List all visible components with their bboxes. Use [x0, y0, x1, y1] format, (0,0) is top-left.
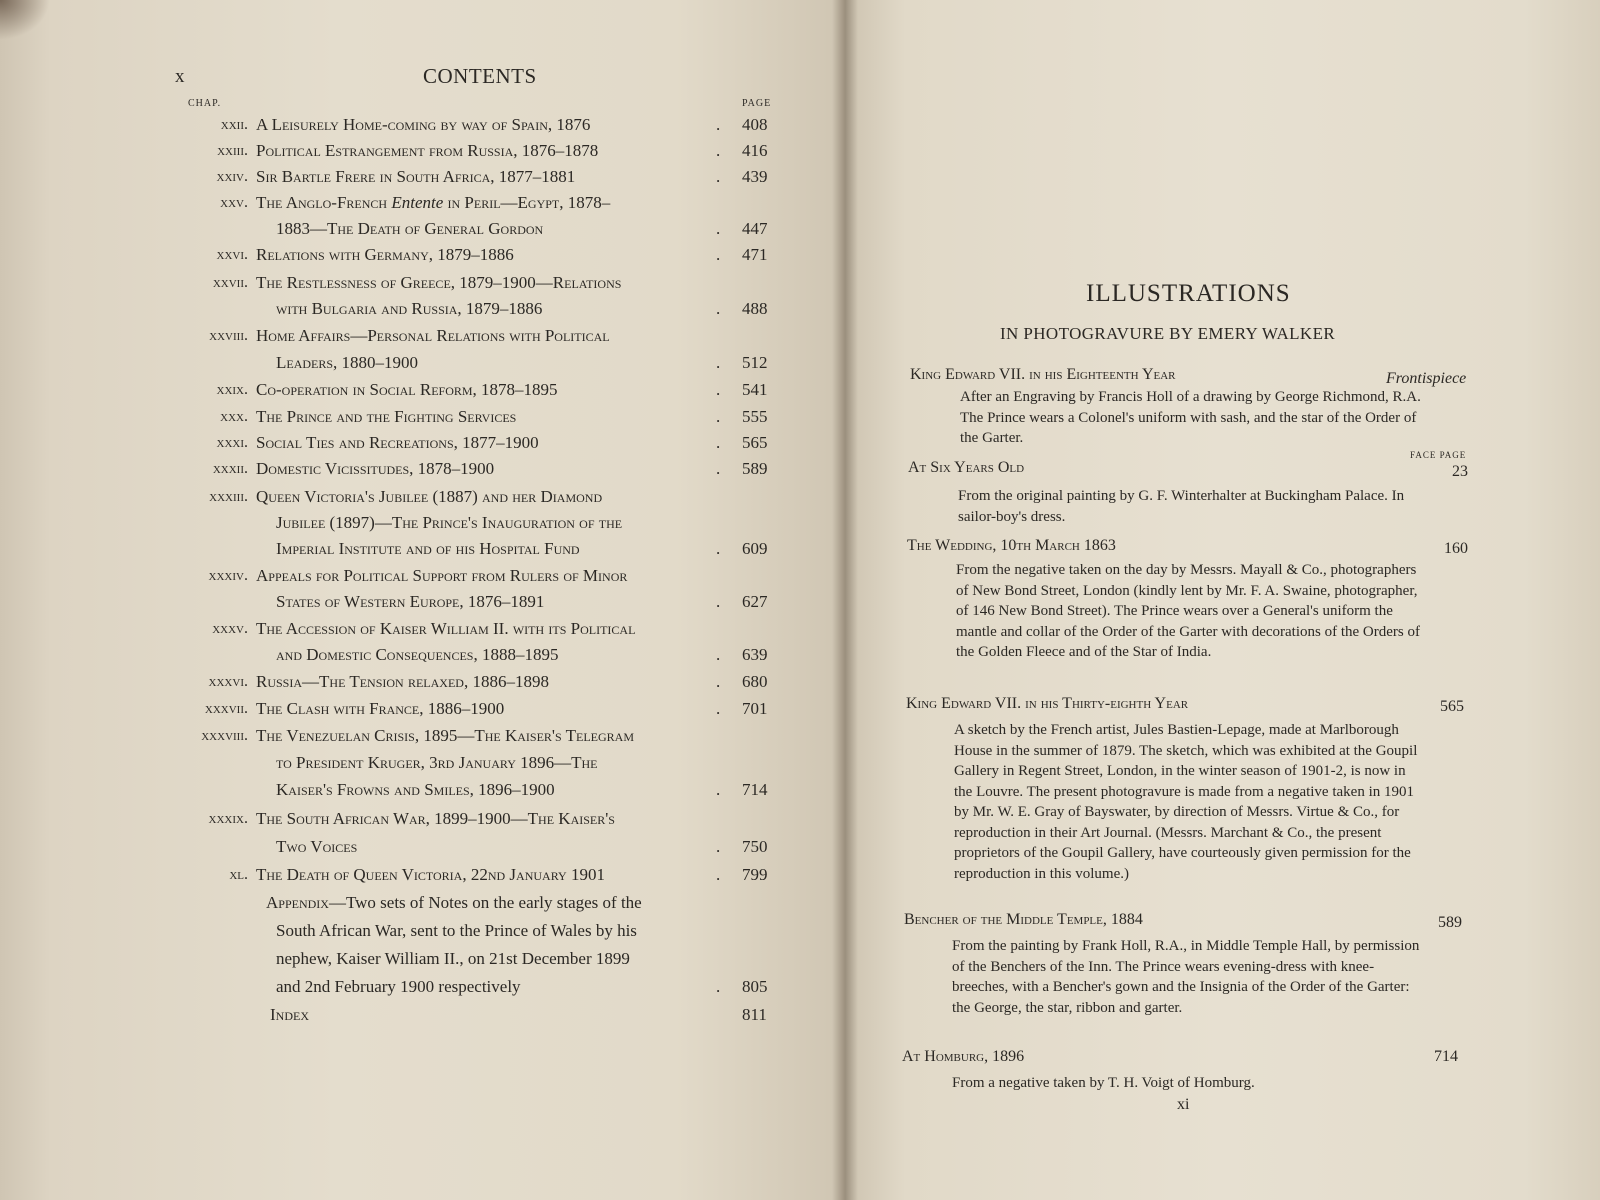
appendix-label: Appendix — [266, 893, 329, 912]
chapter-page: 541 — [742, 380, 768, 399]
chapter-number: xxix. — [216, 381, 248, 398]
chapter-title: Political Estrangement from Russia, 1876–1878 — [256, 141, 599, 160]
chapter-title: The Prince and the Fighting Services — [256, 407, 517, 426]
toc-entry-continued: Kaiser's Frowns and Smiles, 1896–1900 . 714 — [160, 777, 800, 803]
toc-entry-continued: Two Voices . 750 — [160, 834, 800, 860]
page-number-right: xi — [1177, 1096, 1190, 1113]
illustration-heading: The Wedding, 10th March 1863 — [907, 537, 1116, 554]
chapter-page: 750 — [742, 837, 768, 856]
index-label: Index — [270, 1005, 309, 1024]
toc-entry-continued: Imperial Institute and of his Hospital Fund . 609 — [160, 536, 800, 562]
chapter-page: 488 — [742, 299, 768, 318]
chapter-page: 609 — [742, 539, 768, 558]
chapter-page: 471 — [742, 245, 768, 264]
chapter-title: The Death of Queen Victoria, 22nd January 1901 — [256, 865, 605, 884]
chapter-number: xxvi. — [216, 246, 248, 263]
toc-entry-continued — [160, 510, 800, 536]
toc-entry-continued: States of Western Europe, 1876–1891 . 627 — [160, 589, 800, 615]
chapter-number: xxxix. — [208, 810, 248, 827]
chapter-number: xxxvi. — [208, 673, 248, 690]
chapter-number: xxiii. — [217, 142, 248, 159]
appendix-page: 805 — [742, 977, 768, 996]
illustration-page: Frontispiece — [1386, 370, 1467, 387]
chapter-title: A Leisurely Home-coming by way of Spain, 1876 — [256, 115, 591, 134]
illustration-description: A sketch by the French artist, Jules Bastien-Lepage, made at Marlborough House in the summer of 1879. The sketch, which was exhibited at the Goupil Gallery in Regent Street, London, in the winter season of 1901-2, is now in the Louvre. The present photogravure is made from a negative taken in 1901 by Mr. W. E. Gray of Bayswater, by direction of Messrs. Virtue & Co., for reproduction in their Art Journal. (Messrs. Marchant & Co., the present proprietors of the Goupil Gallery, have courteously given permission for the reproduction in this volume.) — [954, 722, 1418, 882]
chapter-title-continued: Jubilee (1897)—The Prince's Inauguration of the — [276, 513, 623, 532]
chapter-number: xxvii. — [212, 274, 248, 291]
chap-column-label: CHAP. — [188, 98, 222, 109]
chapter-number: xxxvii. — [204, 700, 248, 717]
chapter-title: Social Ties and Recreations, 1877–1900 — [256, 433, 539, 452]
chapter-title-continued: States of Western Europe, 1876–1891 — [276, 592, 545, 611]
chapter-title: The Venezuelan Crisis, 1895—The Kaiser's Telegram — [256, 726, 634, 745]
chapter-number: xxv. — [220, 194, 248, 211]
contents-running-head — [175, 64, 775, 94]
appendix-line: —Two sets of Notes on the early stages of the — [328, 893, 642, 912]
chapter-page: 439 — [742, 167, 768, 186]
contents-title: CONTENTS — [423, 64, 537, 88]
toc-entry: xxiii. Political Estrangement from Russia, 1876–1878 . 416 — [160, 138, 800, 164]
chapter-title: Home Affairs—Personal Relations with Political — [256, 326, 610, 345]
illustrations-subtitle: IN PHOTOGRAVURE BY EMERY WALKER — [1000, 324, 1336, 343]
appendix-line: and 2nd February 1900 respectively — [276, 977, 521, 996]
chapter-page: 416 — [742, 141, 768, 160]
page-corner-shadow — [0, 0, 50, 40]
toc-entry — [160, 190, 800, 216]
toc-entry: xl. The Death of Queen Victoria, 22nd January 1901 . 799 — [160, 862, 800, 888]
toc-appendix-continued: and 2nd February 1900 respectively . 805 — [160, 974, 800, 1000]
chapter-title-continued: to President Kruger, 3rd January 1896—The — [276, 753, 598, 772]
chapter-title-continued: Imperial Institute and of his Hospital Fund — [276, 539, 580, 558]
illustration-page: 714 — [1434, 1048, 1458, 1065]
chapter-page: 639 — [742, 645, 768, 664]
chapter-page: 680 — [742, 672, 768, 691]
chapter-number: xxxv. — [212, 620, 248, 637]
toc-entry — [160, 806, 800, 832]
chapter-title-continued: and Domestic Consequences, 1888–1895 — [276, 645, 559, 664]
chapter-number: xxii. — [220, 116, 248, 133]
appendix-line: South African War, sent to the Prince of Wales by his — [276, 921, 637, 940]
illustration-heading: King Edward VII. in his Thirty-eighth Year — [906, 695, 1189, 712]
chapter-title: Domestic Vicissitudes, 1878–1900 — [256, 459, 495, 478]
chapter-title: Sir Bartle Frere in South Africa, 1877–1881 — [256, 167, 576, 186]
illustration-heading: At Six Years Old — [908, 459, 1025, 476]
chapter-page: 701 — [742, 699, 768, 718]
chapter-title-continued: with Bulgaria and Russia, 1879–1886 — [276, 299, 543, 318]
toc-entry: xxiv. Sir Bartle Frere in South Africa, 1877–1881 . 439 — [160, 164, 800, 190]
illustration-page: 23 — [1452, 463, 1468, 480]
chapter-title-continued: Kaiser's Frowns and Smiles, 1896–1900 — [276, 780, 555, 799]
appendix-line: nephew, Kaiser William II., on 21st December 1899 — [276, 949, 630, 968]
chapter-title: The Anglo-French Entente in Peril—Egypt, 1878– — [256, 193, 611, 212]
toc-appendix — [160, 890, 800, 916]
chapter-number: xxxiv. — [208, 567, 248, 584]
toc-entry: xxxvi. Russia—The Tension relaxed, 1886–1898 . 680 — [160, 669, 800, 695]
chapter-number: xxviii. — [209, 327, 248, 344]
illustration-description: From the painting by Frank Holl, R.A., in Middle Temple Hall, by permission of the Benchers of the Inn. The Prince wears evening-dress with knee-breeches, with a Bencher's gown and the Insignia of the Order of the Garter: the George, the star, ribbon and garter. — [952, 938, 1420, 1016]
illustration-page: 589 — [1438, 914, 1462, 931]
illustration-description: From a negative taken by T. H. Voigt of Homburg. — [952, 1075, 1255, 1091]
chapter-title-continued: Leaders, 1880–1900 — [276, 353, 419, 372]
illustration-page: 565 — [1440, 698, 1464, 715]
chapter-title: Russia—The Tension relaxed, 1886–1898 — [256, 672, 549, 691]
toc-entry — [160, 323, 800, 349]
chapter-number: xxx. — [220, 408, 248, 425]
page-number-left: x — [175, 66, 185, 87]
chapter-title-continued: Two Voices — [276, 837, 358, 856]
chapter-title: Relations with Germany, 1879–1886 — [256, 245, 514, 264]
chapter-title: The South African War, 1899–1900—The Kaiser's — [256, 809, 615, 828]
face-page-label: FACE PAGE — [1410, 450, 1467, 460]
chapter-page: 589 — [742, 459, 768, 478]
toc-entry — [160, 270, 800, 296]
chapter-page: 555 — [742, 407, 768, 426]
book-gutter — [832, 0, 858, 1200]
chapter-page: 799 — [742, 865, 768, 884]
chapter-title: Appeals for Political Support from Rulers of Minor — [256, 566, 628, 585]
chapter-title: The Clash with France, 1886–1900 — [256, 699, 505, 718]
toc-entry — [160, 563, 800, 589]
toc-entry-continued — [160, 750, 800, 776]
toc-entry-continued: with Bulgaria and Russia, 1879–1886 . 488 — [160, 296, 800, 322]
toc-index — [160, 1002, 800, 1028]
chapter-page: 714 — [742, 780, 768, 799]
toc-entry: xxxi. Social Ties and Recreations, 1877–1900 . 565 — [160, 430, 800, 456]
chapter-number: xl. — [229, 866, 248, 883]
chapter-title: The Accession of Kaiser William II. with its Political — [256, 619, 636, 638]
toc-entry: xxvi. Relations with Germany, 1879–1886 . 471 — [160, 242, 800, 268]
illustration-description: From the negative taken on the day by Messrs. Mayall & Co., photographers of New Bond Street, London (kindly lent by Mr. F. A. Swaine, photographer, of 146 New Bond Street). The Prince wears over a General's uniform the mantle and collar of the Order of the Garter with decorations of the Orders of the Golden Fleece and of the Star of India. — [956, 562, 1420, 660]
toc-entry-continued: Leaders, 1880–1900 . 512 — [160, 350, 800, 376]
illustration-page: 160 — [1444, 540, 1468, 557]
toc-entry-continued: 1883—The Death of General Gordon . 447 — [160, 216, 800, 242]
chapter-page: 512 — [742, 353, 768, 372]
chapter-page: 627 — [742, 592, 768, 611]
chapter-number: xxxviii. — [201, 727, 248, 744]
chapter-number: xxxiii. — [209, 488, 248, 505]
toc-appendix-continued — [160, 946, 800, 972]
page-column-label: PAGE — [742, 98, 772, 109]
toc-entry: xxx. The Prince and the Fighting Services . 555 — [160, 404, 800, 430]
toc-appendix-continued — [160, 918, 800, 944]
chapter-number: xxxi. — [216, 434, 248, 451]
chapter-title: Co-operation in Social Reform, 1878–1895 — [256, 380, 558, 399]
illustration-heading: At Homburg, 1896 — [902, 1048, 1025, 1065]
chapter-page: 565 — [742, 433, 768, 452]
illustration-description: After an Engraving by Francis Holl of a drawing by George Richmond, R.A. The Prince wears a Colonel's uniform with sash, and the star of the Order of the Garter. — [960, 389, 1421, 446]
chapter-number: xxxii. — [212, 460, 248, 477]
chapter-page: 447 — [742, 219, 768, 238]
illustration-description: From the original painting by G. F. Winterhalter at Buckingham Palace. In sailor-boy's dress. — [958, 488, 1405, 525]
toc-entry: xxix. Co-operation in Social Reform, 1878–1895 . 541 — [160, 377, 800, 403]
toc-entry: xxii. A Leisurely Home-coming by way of Spain, 1876 . 408 — [160, 112, 800, 138]
toc-entry-continued: and Domestic Consequences, 1888–1895 . 639 — [160, 642, 800, 668]
illustration-heading: King Edward VII. in his Eighteenth Year — [910, 366, 1176, 383]
chapter-page: 408 — [742, 115, 768, 134]
toc-entry — [160, 616, 800, 642]
toc-entry — [160, 723, 800, 749]
chapter-number: xxiv. — [216, 168, 248, 185]
chapter-title: Queen Victoria's Jubilee (1887) and her Diamond — [256, 487, 603, 506]
illustration-heading: Bencher of the Middle Temple, 1884 — [904, 911, 1143, 928]
chapter-title-continued: 1883—The Death of General Gordon — [276, 219, 544, 238]
toc-entry: xxxvii. The Clash with France, 1886–1900 . 701 — [160, 696, 800, 722]
toc-entry — [160, 484, 800, 510]
illustrations-title: ILLUSTRATIONS — [1086, 280, 1291, 307]
index-page: 811 — [742, 1005, 767, 1024]
toc-entry: xxxii. Domestic Vicissitudes, 1878–1900 . 589 — [160, 456, 800, 482]
chapter-title: The Restlessness of Greece, 1879–1900—Relations — [256, 273, 622, 292]
